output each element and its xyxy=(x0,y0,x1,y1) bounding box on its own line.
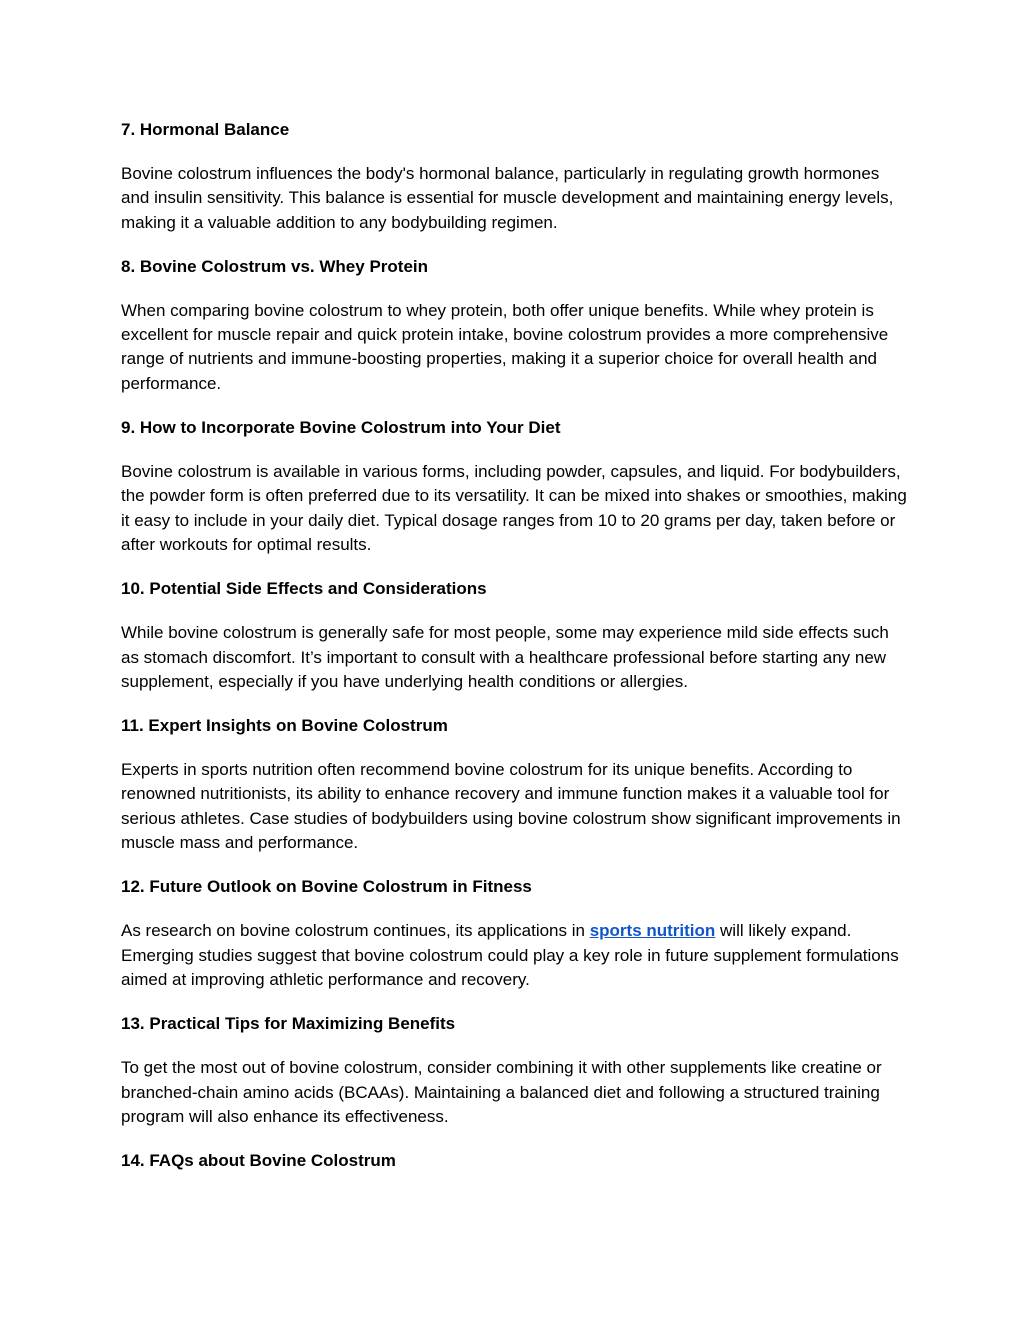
section-body-side-effects: While bovine colostrum is generally safe for most people, some may experience mild side effects such as stomach discomfort. It’s important to consult with a healthcare professional before starting any new supplement, especially if you have underlying health conditions or allergies. xyxy=(121,623,889,691)
body-text-before-link: As research on bovine colostrum continues, its applications in xyxy=(121,921,590,941)
section-body-expert-insights: Experts in sports nutrition often recommend bovine colostrum for its unique benefits. According to renowned nutritionists, its ability to enhance recovery and immune function makes it a valuable tool for serious athletes. Case studies of bodybuilders using bovine colostrum show significant improvements in muscle mass and performance. xyxy=(121,760,901,853)
section-body-incorporate-diet: Bovine colostrum is available in various forms, including powder, capsules, and liquid. For bodybuilders, the powder form is often preferred due to its versatility. It can be mixed into shakes or smoothies, making it easy to include in your daily diet. Typical dosage ranges from 10 to 20 grams per day, taken before or after workouts for optimal results. xyxy=(121,462,907,554)
section-body-practical-tips: To get the most out of bovine colostrum, consider combining it with other supplements like creatine or branched-chain amino acids (BCAAs). Maintaining a balanced diet and following a structured training program will also enhance its effectiveness. xyxy=(121,1058,882,1126)
section-heading-faqs: 14. FAQs about Bovine Colostrum xyxy=(121,1151,396,1171)
section-body-hormonal-balance: Bovine colostrum influences the body's hormonal balance, particularly in regulating growth hormones and insulin sensitivity. This balance is essential for muscle development and maintaining energy levels, making it a valuable addition to any bodybuilding regimen. xyxy=(121,164,894,232)
section-heading-expert-insights: 11. Expert Insights on Bovine Colostrum xyxy=(121,716,448,736)
section-heading-future-outlook: 12. Future Outlook on Bovine Colostrum in Fitness xyxy=(121,877,532,897)
document-page xyxy=(121,118,911,1193)
section-heading-practical-tips: 13. Practical Tips for Maximizing Benefits xyxy=(121,1014,456,1034)
section-body-future-outlook xyxy=(121,919,911,992)
section-heading-hormonal-balance: 7. Hormonal Balance xyxy=(121,120,290,139)
sports-nutrition-link[interactable]: sports nutrition xyxy=(589,921,716,941)
section-heading-colostrum-vs-whey: 8. Bovine Colostrum vs. Whey Protein xyxy=(121,256,429,276)
section-heading-side-effects: 10. Potential Side Effects and Considerations xyxy=(121,579,487,599)
body-text-after-link: will likely expand. Emerging studies suggest that bovine colostrum could play a key role in future supplement formulations aimed at improving athletic performance and recovery. xyxy=(121,921,899,989)
section-body-colostrum-vs-whey: When comparing bovine colostrum to whey protein, both offer unique benefits. While whey protein is excellent for muscle repair and quick protein intake, bovine colostrum provides a more comprehensive range of nutrients and immune-boosting properties, making it a superior choice for overall health and performance. xyxy=(121,300,889,393)
section-heading-incorporate-diet: 9. How to Incorporate Bovine Colostrum into Your Diet xyxy=(121,418,561,438)
